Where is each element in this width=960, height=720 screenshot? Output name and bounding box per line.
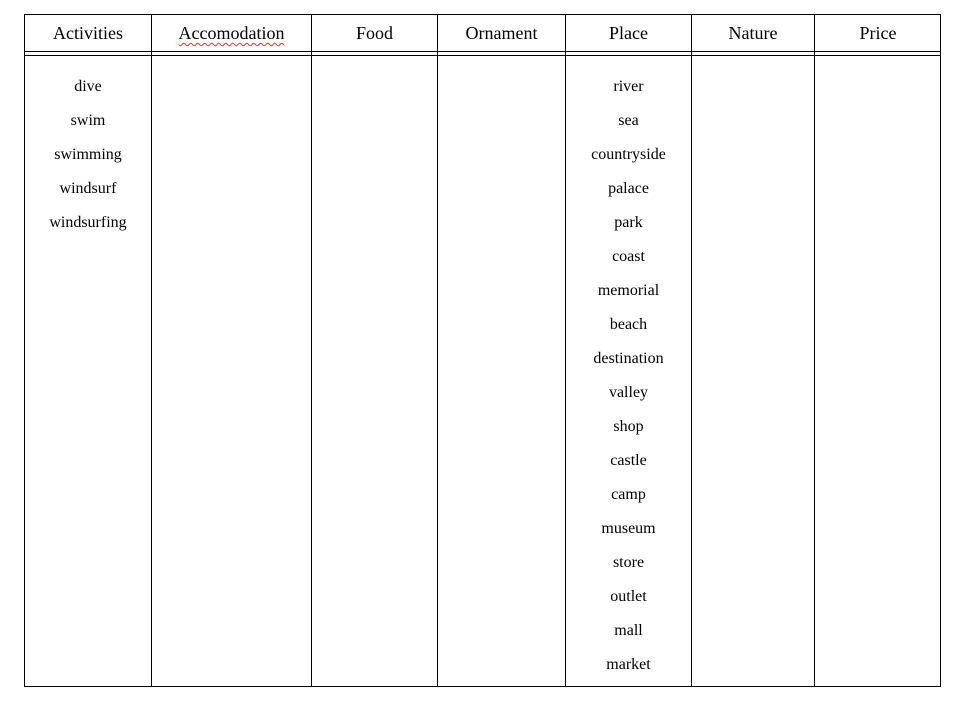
activities-word: windsurfing [49,214,127,231]
place-word: destination [593,350,664,367]
header-separator [25,55,940,56]
place-word: mall [614,622,643,639]
column-divider [151,15,152,686]
activities-column [25,76,151,246]
place-word: palace [608,180,649,197]
place-word: countryside [591,146,666,163]
activities-word: windsurf [59,180,117,197]
place-word: valley [608,384,649,401]
header-activities: Activities [53,23,123,43]
place-column [566,76,691,688]
column-divider [691,15,692,686]
place-word: outlet [610,588,647,605]
place-word: shop [613,418,644,435]
header-place: Place [609,23,648,43]
header-separator [25,51,940,52]
activities-word: swimming [54,146,122,163]
header-accomodation-label: Accomodation [178,23,285,43]
header-nature: Nature [728,23,778,43]
place-word: park [614,214,643,231]
column-divider [437,15,438,686]
column-divider [311,15,312,686]
place-word: castle [610,452,647,469]
activities-word: dive [74,78,102,95]
column-divider [814,15,815,686]
place-word: market [606,656,651,673]
header-food: Food [355,23,393,43]
place-word: sea [618,112,639,129]
header-price: Price [859,23,897,43]
header-accomodation [152,15,311,51]
activities-word: swim [70,112,106,129]
place-word: river [613,78,644,95]
header-ornament: Ornament [465,23,538,43]
vocabulary-table [24,14,941,687]
place-word: store [612,554,645,571]
place-word: camp [611,486,646,503]
place-word: museum [601,520,656,537]
place-word: beach [609,316,648,333]
place-word: memorial [597,282,660,299]
place-word: coast [612,248,645,265]
